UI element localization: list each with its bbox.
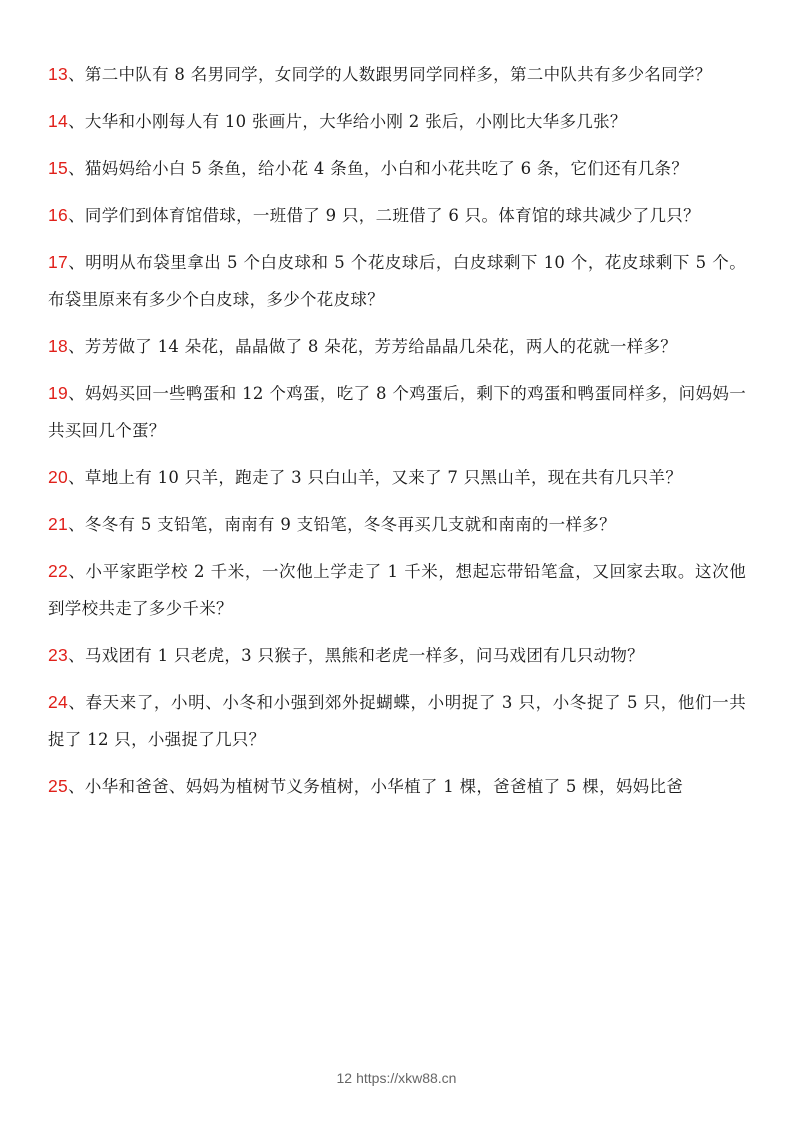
problem-text: 芳芳做了 14 朵花，晶晶做了 8 朵花，芳芳给晶晶几朵花，两人的花就一样多？ <box>84 337 678 356</box>
problem-separator: 、 <box>68 112 85 131</box>
problem-number: 14 <box>48 111 69 131</box>
page-footer <box>0 1070 793 1086</box>
problem-text: 妈妈买回一些鸭蛋和 12 个鸡蛋，吃了 8 个鸡蛋后，剩下的鸡蛋和鸭蛋同样多，问妈妈一共买回几个蛋？ <box>48 384 746 440</box>
problem-number: 13 <box>48 64 69 84</box>
problem-item <box>48 150 746 187</box>
problem-separator: 、 <box>68 337 85 356</box>
problem-number: 18 <box>48 336 69 356</box>
problem-text: 第二中队有 8 名男同学，女同学的人数跟男同学同样多，第二中队共有多少名同学？ <box>84 65 712 84</box>
problem-item <box>48 244 746 318</box>
problem-text: 马戏团有 1 只老虎，3 只猴子，黑熊和老虎一样多，问马戏团有几只动物？ <box>84 646 644 665</box>
problem-separator: 、 <box>68 646 85 665</box>
problem-number: 20 <box>48 467 69 487</box>
problem-number: 22 <box>48 561 69 581</box>
problem-item <box>48 768 746 805</box>
problem-text: 春天来了，小明、小冬和小强到郊外捉蝴蝶，小明捉了 3 只，小冬捉了 5 只，他们一共捉了 12 只，小强捉了几只？ <box>48 693 746 749</box>
problem-item <box>48 506 746 543</box>
problem-item <box>48 328 746 365</box>
problem-number: 15 <box>48 158 69 178</box>
problem-separator: 、 <box>68 562 86 581</box>
problem-text: 小华和爸爸、妈妈为植树节义务植树，小华植了 1 棵，爸爸植了 5 棵，妈妈比爸 <box>84 777 684 796</box>
problem-text: 小平家距学校 2 千米，一次他上学走了 1 千米，想起忘带铅笔盒，又回家去取。这次他到学校共走了多少千米？ <box>48 562 746 618</box>
problem-item <box>48 553 746 627</box>
problem-number: 23 <box>48 645 69 665</box>
problem-item <box>48 56 746 93</box>
problem-number: 17 <box>48 252 69 272</box>
problem-number: 24 <box>48 692 69 712</box>
problem-text: 草地上有 10 只羊，跑走了 3 只白山羊，又来了 7 只黑山羊，现在共有几只羊？ <box>84 468 683 487</box>
problem-separator: 、 <box>68 515 85 534</box>
problem-separator: 、 <box>68 384 85 403</box>
problem-item <box>48 103 746 140</box>
problem-number: 19 <box>48 383 69 403</box>
problem-separator: 、 <box>68 159 85 178</box>
footer-url: https://xkw88.cn <box>356 1070 457 1086</box>
problem-number: 25 <box>48 776 69 796</box>
problem-item <box>48 637 746 674</box>
problem-separator: 、 <box>68 206 85 225</box>
page-number: 12 <box>336 1070 353 1086</box>
problem-text: 猫妈妈给小白 5 条鱼，给小花 4 条鱼，小白和小花共吃了 6 条，它们还有几条？ <box>84 159 689 178</box>
problem-item <box>48 459 746 496</box>
problem-text: 同学们到体育馆借球，一班借了 9 只，二班借了 6 只。体育馆的球共减少了几只？ <box>84 206 700 225</box>
problem-separator: 、 <box>68 468 85 487</box>
problem-list <box>48 56 746 805</box>
problem-separator: 、 <box>68 253 86 272</box>
problem-separator: 、 <box>68 777 85 796</box>
problem-text: 大华和小刚每人有 10 张画片，大华给小刚 2 张后，小刚比大华多几张？ <box>84 112 627 131</box>
problem-text: 冬冬有 5 支铅笔，南南有 9 支铅笔，冬冬再买几支就和南南的一样多？ <box>84 515 616 534</box>
problem-item <box>48 197 746 234</box>
problem-text: 明明从布袋里拿出 5 个白皮球和 5 个花皮球后，白皮球剩下 10 个，花皮球剩下 5 个。布袋里原来有多少个白皮球，多少个花皮球？ <box>48 253 746 309</box>
problem-number: 16 <box>48 205 69 225</box>
problem-item <box>48 684 746 758</box>
problem-number: 21 <box>48 514 69 534</box>
problem-separator: 、 <box>68 693 86 712</box>
problem-separator: 、 <box>68 65 85 84</box>
problem-item <box>48 375 746 449</box>
